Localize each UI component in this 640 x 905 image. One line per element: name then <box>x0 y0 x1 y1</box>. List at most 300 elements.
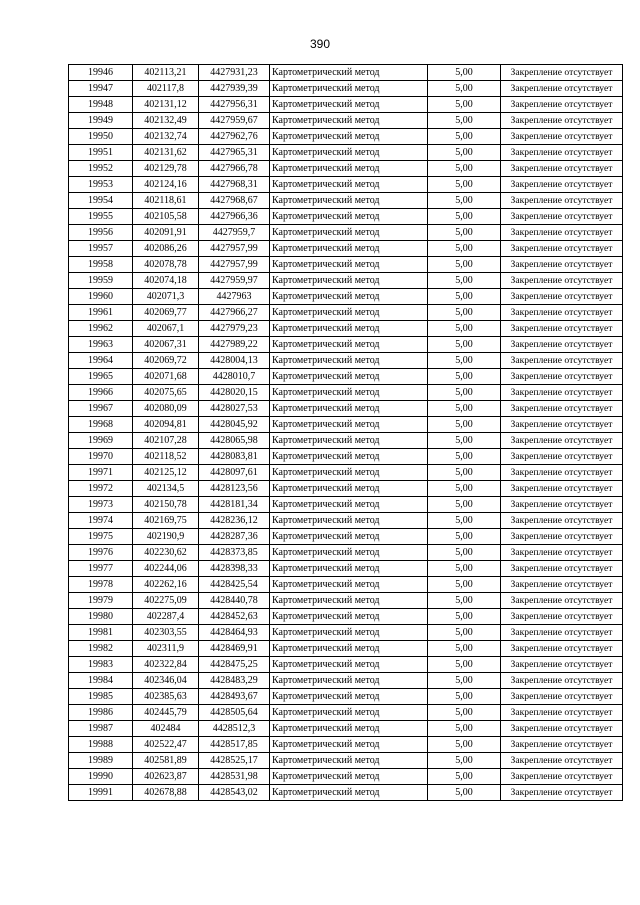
fixing-description-cell: Закрепление отсутствует <box>501 481 623 497</box>
table-row <box>69 705 623 721</box>
fixing-description-cell: Закрепление отсутствует <box>501 529 623 545</box>
table-row <box>69 625 623 641</box>
accuracy-cell: 5,00 <box>428 65 501 81</box>
method-cell: Картометрический метод <box>270 257 428 273</box>
point-number-cell: 19986 <box>69 705 133 721</box>
point-number-cell: 19956 <box>69 225 133 241</box>
x-coordinate-cell: 402484 <box>133 721 199 737</box>
point-number-cell: 19954 <box>69 193 133 209</box>
fixing-description-cell: Закрепление отсутствует <box>501 225 623 241</box>
x-coordinate-cell: 402262,16 <box>133 577 199 593</box>
y-coordinate-cell: 4428004,13 <box>199 353 270 369</box>
method-cell: Картометрический метод <box>270 785 428 801</box>
method-cell: Картометрический метод <box>270 705 428 721</box>
table-row <box>69 321 623 337</box>
point-number-cell: 19960 <box>69 289 133 305</box>
point-number-cell: 19957 <box>69 241 133 257</box>
fixing-description-cell: Закрепление отсутствует <box>501 305 623 321</box>
method-cell: Картометрический метод <box>270 465 428 481</box>
x-coordinate-cell: 402678,88 <box>133 785 199 801</box>
table-row <box>69 641 623 657</box>
x-coordinate-cell: 402129,78 <box>133 161 199 177</box>
y-coordinate-cell: 4428181,34 <box>199 497 270 513</box>
fixing-description-cell: Закрепление отсутствует <box>501 641 623 657</box>
point-number-cell: 19989 <box>69 753 133 769</box>
method-cell: Картометрический метод <box>270 241 428 257</box>
y-coordinate-cell: 4427966,78 <box>199 161 270 177</box>
fixing-description-cell: Закрепление отсутствует <box>501 785 623 801</box>
fixing-description-cell: Закрепление отсутствует <box>501 65 623 81</box>
fixing-description-cell: Закрепление отсутствует <box>501 593 623 609</box>
point-number-cell: 19953 <box>69 177 133 193</box>
table-row <box>69 769 623 785</box>
y-coordinate-cell: 4427966,27 <box>199 305 270 321</box>
point-number-cell: 19958 <box>69 257 133 273</box>
fixing-description-cell: Закрепление отсутствует <box>501 97 623 113</box>
table-row <box>69 257 623 273</box>
point-number-cell: 19983 <box>69 657 133 673</box>
y-coordinate-cell: 4428027,53 <box>199 401 270 417</box>
accuracy-cell: 5,00 <box>428 177 501 193</box>
fixing-description-cell: Закрепление отсутствует <box>501 561 623 577</box>
accuracy-cell: 5,00 <box>428 257 501 273</box>
table-row <box>69 193 623 209</box>
accuracy-cell: 5,00 <box>428 785 501 801</box>
y-coordinate-cell: 4428425,54 <box>199 577 270 593</box>
fixing-description-cell: Закрепление отсутствует <box>501 81 623 97</box>
table-row <box>69 113 623 129</box>
y-coordinate-cell: 4428440,78 <box>199 593 270 609</box>
x-coordinate-cell: 402075,65 <box>133 385 199 401</box>
accuracy-cell: 5,00 <box>428 641 501 657</box>
y-coordinate-cell: 4428097,61 <box>199 465 270 481</box>
method-cell: Картометрический метод <box>270 353 428 369</box>
point-number-cell: 19968 <box>69 417 133 433</box>
fixing-description-cell: Закрепление отсутствует <box>501 401 623 417</box>
point-number-cell: 19987 <box>69 721 133 737</box>
accuracy-cell: 5,00 <box>428 705 501 721</box>
x-coordinate-cell: 402105,58 <box>133 209 199 225</box>
method-cell: Картометрический метод <box>270 225 428 241</box>
x-coordinate-cell: 402067,1 <box>133 321 199 337</box>
fixing-description-cell: Закрепление отсутствует <box>501 145 623 161</box>
point-number-cell: 19948 <box>69 97 133 113</box>
fixing-description-cell: Закрепление отсутствует <box>501 577 623 593</box>
point-number-cell: 19984 <box>69 673 133 689</box>
y-coordinate-cell: 4428045,92 <box>199 417 270 433</box>
x-coordinate-cell: 402069,77 <box>133 305 199 321</box>
accuracy-cell: 5,00 <box>428 625 501 641</box>
fixing-description-cell: Закрепление отсутствует <box>501 465 623 481</box>
x-coordinate-cell: 402118,61 <box>133 193 199 209</box>
accuracy-cell: 5,00 <box>428 305 501 321</box>
fixing-description-cell: Закрепление отсутствует <box>501 337 623 353</box>
table-row <box>69 417 623 433</box>
point-number-cell: 19970 <box>69 449 133 465</box>
fixing-description-cell: Закрепление отсутствует <box>501 433 623 449</box>
accuracy-cell: 5,00 <box>428 753 501 769</box>
y-coordinate-cell: 4427931,23 <box>199 65 270 81</box>
accuracy-cell: 5,00 <box>428 353 501 369</box>
fixing-description-cell: Закрепление отсутствует <box>501 609 623 625</box>
table-row <box>69 225 623 241</box>
point-number-cell: 19990 <box>69 769 133 785</box>
x-coordinate-cell: 402134,5 <box>133 481 199 497</box>
method-cell: Картометрический метод <box>270 641 428 657</box>
accuracy-cell: 5,00 <box>428 193 501 209</box>
table-row <box>69 513 623 529</box>
table-row <box>69 561 623 577</box>
accuracy-cell: 5,00 <box>428 209 501 225</box>
table-row <box>69 465 623 481</box>
fixing-description-cell: Закрепление отсутствует <box>501 705 623 721</box>
x-coordinate-cell: 402287,4 <box>133 609 199 625</box>
table-row <box>69 497 623 513</box>
accuracy-cell: 5,00 <box>428 449 501 465</box>
y-coordinate-cell: 4428373,85 <box>199 545 270 561</box>
y-coordinate-cell: 4428083,81 <box>199 449 270 465</box>
method-cell: Картометрический метод <box>270 177 428 193</box>
fixing-description-cell: Закрепление отсутствует <box>501 241 623 257</box>
point-number-cell: 19955 <box>69 209 133 225</box>
point-number-cell: 19965 <box>69 369 133 385</box>
method-cell: Картометрический метод <box>270 545 428 561</box>
method-cell: Картометрический метод <box>270 513 428 529</box>
fixing-description-cell: Закрепление отсутствует <box>501 321 623 337</box>
x-coordinate-cell: 402080,09 <box>133 401 199 417</box>
method-cell: Картометрический метод <box>270 145 428 161</box>
y-coordinate-cell: 4428464,93 <box>199 625 270 641</box>
method-cell: Картометрический метод <box>270 721 428 737</box>
accuracy-cell: 5,00 <box>428 673 501 689</box>
y-coordinate-cell: 4427957,99 <box>199 241 270 257</box>
accuracy-cell: 5,00 <box>428 689 501 705</box>
x-coordinate-cell: 402190,9 <box>133 529 199 545</box>
point-number-cell: 19974 <box>69 513 133 529</box>
accuracy-cell: 5,00 <box>428 737 501 753</box>
fixing-description-cell: Закрепление отсутствует <box>501 113 623 129</box>
fixing-description-cell: Закрепление отсутствует <box>501 497 623 513</box>
accuracy-cell: 5,00 <box>428 321 501 337</box>
table-row <box>69 353 623 369</box>
y-coordinate-cell: 4427968,67 <box>199 193 270 209</box>
point-number-cell: 19959 <box>69 273 133 289</box>
accuracy-cell: 5,00 <box>428 417 501 433</box>
x-coordinate-cell: 402522,47 <box>133 737 199 753</box>
x-coordinate-cell: 402086,26 <box>133 241 199 257</box>
accuracy-cell: 5,00 <box>428 97 501 113</box>
x-coordinate-cell: 402385,63 <box>133 689 199 705</box>
table-row <box>69 449 623 465</box>
fixing-description-cell: Закрепление отсутствует <box>501 689 623 705</box>
x-coordinate-cell: 402623,87 <box>133 769 199 785</box>
method-cell: Картометрический метод <box>270 113 428 129</box>
x-coordinate-cell: 402169,75 <box>133 513 199 529</box>
method-cell: Картометрический метод <box>270 673 428 689</box>
point-number-cell: 19972 <box>69 481 133 497</box>
point-number-cell: 19951 <box>69 145 133 161</box>
accuracy-cell: 5,00 <box>428 465 501 481</box>
x-coordinate-cell: 402150,78 <box>133 497 199 513</box>
fixing-description-cell: Закрепление отсутствует <box>501 209 623 225</box>
method-cell: Картометрический метод <box>270 305 428 321</box>
method-cell: Картометрический метод <box>270 401 428 417</box>
table-row <box>69 609 623 625</box>
x-coordinate-cell: 402113,21 <box>133 65 199 81</box>
table-row <box>69 529 623 545</box>
method-cell: Картометрический метод <box>270 193 428 209</box>
fixing-description-cell: Закрепление отсутствует <box>501 449 623 465</box>
method-cell: Картометрический метод <box>270 593 428 609</box>
method-cell: Картометрический метод <box>270 385 428 401</box>
table-row <box>69 81 623 97</box>
y-coordinate-cell: 4427979,23 <box>199 321 270 337</box>
table-row <box>69 433 623 449</box>
y-coordinate-cell: 4427939,39 <box>199 81 270 97</box>
method-cell: Картометрический метод <box>270 657 428 673</box>
table-row <box>69 241 623 257</box>
method-cell: Картометрический метод <box>270 609 428 625</box>
method-cell: Картометрический метод <box>270 561 428 577</box>
point-number-cell: 19963 <box>69 337 133 353</box>
table-row <box>69 369 623 385</box>
method-cell: Картометрический метод <box>270 753 428 769</box>
y-coordinate-cell: 4428065,98 <box>199 433 270 449</box>
table-row <box>69 753 623 769</box>
y-coordinate-cell: 4428452,63 <box>199 609 270 625</box>
x-coordinate-cell: 402244,06 <box>133 561 199 577</box>
accuracy-cell: 5,00 <box>428 225 501 241</box>
point-number-cell: 19964 <box>69 353 133 369</box>
y-coordinate-cell: 4427968,31 <box>199 177 270 193</box>
x-coordinate-cell: 402230,62 <box>133 545 199 561</box>
x-coordinate-cell: 402322,84 <box>133 657 199 673</box>
point-number-cell: 19975 <box>69 529 133 545</box>
method-cell: Картометрический метод <box>270 529 428 545</box>
accuracy-cell: 5,00 <box>428 609 501 625</box>
accuracy-cell: 5,00 <box>428 337 501 353</box>
method-cell: Картометрический метод <box>270 769 428 785</box>
y-coordinate-cell: 4428398,33 <box>199 561 270 577</box>
y-coordinate-cell: 4428475,25 <box>199 657 270 673</box>
table-row <box>69 481 623 497</box>
y-coordinate-cell: 4427959,67 <box>199 113 270 129</box>
x-coordinate-cell: 402069,72 <box>133 353 199 369</box>
method-cell: Картометрический метод <box>270 273 428 289</box>
table-row <box>69 689 623 705</box>
accuracy-cell: 5,00 <box>428 81 501 97</box>
x-coordinate-cell: 402581,89 <box>133 753 199 769</box>
method-cell: Картометрический метод <box>270 737 428 753</box>
fixing-description-cell: Закрепление отсутствует <box>501 257 623 273</box>
table-row <box>69 129 623 145</box>
y-coordinate-cell: 4427989,22 <box>199 337 270 353</box>
x-coordinate-cell: 402107,28 <box>133 433 199 449</box>
point-number-cell: 19973 <box>69 497 133 513</box>
point-number-cell: 19980 <box>69 609 133 625</box>
point-number-cell: 19962 <box>69 321 133 337</box>
point-number-cell: 19982 <box>69 641 133 657</box>
table-row <box>69 657 623 673</box>
table-row <box>69 289 623 305</box>
x-coordinate-cell: 402091,91 <box>133 225 199 241</box>
fixing-description-cell: Закрепление отсутствует <box>501 193 623 209</box>
accuracy-cell: 5,00 <box>428 161 501 177</box>
y-coordinate-cell: 4428517,85 <box>199 737 270 753</box>
fixing-description-cell: Закрепление отсутствует <box>501 673 623 689</box>
table-row <box>69 737 623 753</box>
x-coordinate-cell: 402117,8 <box>133 81 199 97</box>
fixing-description-cell: Закрепление отсутствует <box>501 753 623 769</box>
y-coordinate-cell: 4427965,31 <box>199 145 270 161</box>
point-number-cell: 19966 <box>69 385 133 401</box>
x-coordinate-cell: 402094,81 <box>133 417 199 433</box>
y-coordinate-cell: 4428236,12 <box>199 513 270 529</box>
table-row <box>69 97 623 113</box>
accuracy-cell: 5,00 <box>428 113 501 129</box>
fixing-description-cell: Закрепление отсутствует <box>501 369 623 385</box>
method-cell: Картометрический метод <box>270 321 428 337</box>
accuracy-cell: 5,00 <box>428 129 501 145</box>
method-cell: Картометрический метод <box>270 289 428 305</box>
method-cell: Картометрический метод <box>270 97 428 113</box>
table-row <box>69 209 623 225</box>
accuracy-cell: 5,00 <box>428 657 501 673</box>
x-coordinate-cell: 402131,12 <box>133 97 199 113</box>
y-coordinate-cell: 4427962,76 <box>199 129 270 145</box>
method-cell: Картометрический метод <box>270 161 428 177</box>
method-cell: Картометрический метод <box>270 449 428 465</box>
fixing-description-cell: Закрепление отсутствует <box>501 513 623 529</box>
y-coordinate-cell: 4427966,36 <box>199 209 270 225</box>
y-coordinate-cell: 4428531,98 <box>199 769 270 785</box>
y-coordinate-cell: 4428123,56 <box>199 481 270 497</box>
method-cell: Картометрический метод <box>270 369 428 385</box>
y-coordinate-cell: 4427959,97 <box>199 273 270 289</box>
accuracy-cell: 5,00 <box>428 577 501 593</box>
fixing-description-cell: Закрепление отсутствует <box>501 353 623 369</box>
point-number-cell: 19985 <box>69 689 133 705</box>
x-coordinate-cell: 402074,18 <box>133 273 199 289</box>
point-number-cell: 19977 <box>69 561 133 577</box>
method-cell: Картометрический метод <box>270 81 428 97</box>
fixing-description-cell: Закрепление отсутствует <box>501 625 623 641</box>
table-row <box>69 545 623 561</box>
y-coordinate-cell: 4428483,29 <box>199 673 270 689</box>
y-coordinate-cell: 4428010,7 <box>199 369 270 385</box>
y-coordinate-cell: 4427956,31 <box>199 97 270 113</box>
accuracy-cell: 5,00 <box>428 273 501 289</box>
table-row <box>69 65 623 81</box>
table-row <box>69 673 623 689</box>
x-coordinate-cell: 402132,74 <box>133 129 199 145</box>
fixing-description-cell: Закрепление отсутствует <box>501 769 623 785</box>
fixing-description-cell: Закрепление отсутствует <box>501 737 623 753</box>
method-cell: Картометрический метод <box>270 481 428 497</box>
x-coordinate-cell: 402067,31 <box>133 337 199 353</box>
accuracy-cell: 5,00 <box>428 769 501 785</box>
table-row <box>69 785 623 801</box>
x-coordinate-cell: 402346,04 <box>133 673 199 689</box>
method-cell: Картометрический метод <box>270 577 428 593</box>
point-number-cell: 19979 <box>69 593 133 609</box>
fixing-description-cell: Закрепление отсутствует <box>501 417 623 433</box>
accuracy-cell: 5,00 <box>428 401 501 417</box>
point-number-cell: 19947 <box>69 81 133 97</box>
fixing-description-cell: Закрепление отсутствует <box>501 161 623 177</box>
fixing-description-cell: Закрепление отсутствует <box>501 657 623 673</box>
x-coordinate-cell: 402071,3 <box>133 289 199 305</box>
fixing-description-cell: Закрепление отсутствует <box>501 273 623 289</box>
point-number-cell: 19969 <box>69 433 133 449</box>
y-coordinate-cell: 4428493,67 <box>199 689 270 705</box>
accuracy-cell: 5,00 <box>428 385 501 401</box>
accuracy-cell: 5,00 <box>428 433 501 449</box>
accuracy-cell: 5,00 <box>428 513 501 529</box>
page-number: 390 <box>309 37 331 51</box>
table-row <box>69 145 623 161</box>
y-coordinate-cell: 4428543,02 <box>199 785 270 801</box>
x-coordinate-cell: 402071,68 <box>133 369 199 385</box>
accuracy-cell: 5,00 <box>428 241 501 257</box>
accuracy-cell: 5,00 <box>428 497 501 513</box>
accuracy-cell: 5,00 <box>428 545 501 561</box>
y-coordinate-cell: 4427957,99 <box>199 257 270 273</box>
fixing-description-cell: Закрепление отсутствует <box>501 289 623 305</box>
point-number-cell: 19961 <box>69 305 133 321</box>
accuracy-cell: 5,00 <box>428 529 501 545</box>
y-coordinate-cell: 4428020,15 <box>199 385 270 401</box>
y-coordinate-cell: 4427963 <box>199 289 270 305</box>
table-row <box>69 401 623 417</box>
method-cell: Картометрический метод <box>270 337 428 353</box>
y-coordinate-cell: 4427959,7 <box>199 225 270 241</box>
table-row <box>69 577 623 593</box>
table-row <box>69 593 623 609</box>
x-coordinate-cell: 402303,55 <box>133 625 199 641</box>
x-coordinate-cell: 402125,12 <box>133 465 199 481</box>
accuracy-cell: 5,00 <box>428 721 501 737</box>
coordinates-table-body <box>69 65 623 801</box>
x-coordinate-cell: 402275,09 <box>133 593 199 609</box>
method-cell: Картометрический метод <box>270 625 428 641</box>
table-row <box>69 161 623 177</box>
table-row <box>69 337 623 353</box>
y-coordinate-cell: 4428469,91 <box>199 641 270 657</box>
y-coordinate-cell: 4428512,3 <box>199 721 270 737</box>
fixing-description-cell: Закрепление отсутствует <box>501 129 623 145</box>
method-cell: Картометрический метод <box>270 433 428 449</box>
fixing-description-cell: Закрепление отсутствует <box>501 177 623 193</box>
coordinates-table <box>68 64 623 801</box>
method-cell: Картометрический метод <box>270 497 428 513</box>
x-coordinate-cell: 402118,52 <box>133 449 199 465</box>
point-number-cell: 19971 <box>69 465 133 481</box>
accuracy-cell: 5,00 <box>428 145 501 161</box>
method-cell: Картометрический метод <box>270 65 428 81</box>
table-row <box>69 721 623 737</box>
accuracy-cell: 5,00 <box>428 593 501 609</box>
point-number-cell: 19988 <box>69 737 133 753</box>
x-coordinate-cell: 402445,79 <box>133 705 199 721</box>
fixing-description-cell: Закрепление отсутствует <box>501 545 623 561</box>
method-cell: Картометрический метод <box>270 209 428 225</box>
table-row <box>69 385 623 401</box>
y-coordinate-cell: 4428525,17 <box>199 753 270 769</box>
x-coordinate-cell: 402131,62 <box>133 145 199 161</box>
table-row <box>69 177 623 193</box>
point-number-cell: 19949 <box>69 113 133 129</box>
